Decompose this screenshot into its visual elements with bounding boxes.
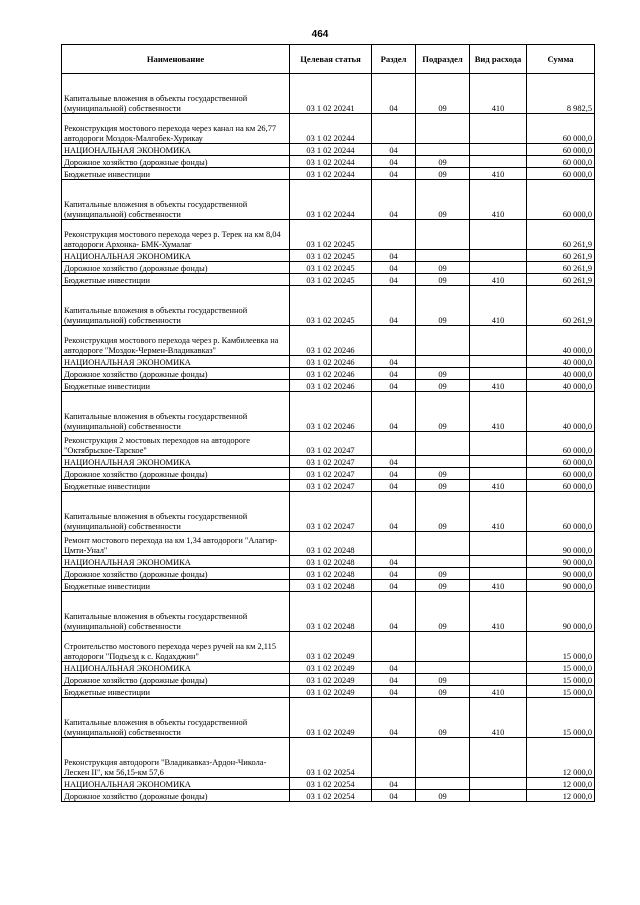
budget-table [61,44,595,802]
cell-name: НАЦИОНАЛЬНАЯ ЭКОНОМИКА [62,250,290,262]
cell-expense-type: 410 [470,380,527,392]
cell-name: Бюджетные инвестиции [62,580,290,592]
cell-section: 04 [372,168,416,180]
cell-section: 04 [372,778,416,790]
cell-amount: 12 000,0 [527,738,595,778]
cell-amount: 60 000,0 [527,156,595,168]
cell-target: 03 1 02 20246 [290,380,372,392]
cell-section: 04 [372,674,416,686]
cell-subsection [416,220,470,250]
cell-subsection: 09 [416,368,470,380]
cell-expense-type [470,532,527,556]
cell-subsection [416,662,470,674]
header-expense-type: Вид расхода [470,45,527,74]
cell-expense-type [470,368,527,380]
cell-target: 03 1 02 20249 [290,698,372,738]
cell-name: Дорожное хозяйство (дорожные фонды) [62,262,290,274]
cell-name: Дорожное хозяйство (дорожные фонды) [62,156,290,168]
cell-expense-type [470,114,527,144]
cell-section [372,738,416,778]
cell-name: НАЦИОНАЛЬНАЯ ЭКОНОМИКА [62,356,290,368]
cell-expense-type [470,250,527,262]
cell-amount: 60 000,0 [527,180,595,220]
cell-amount: 40 000,0 [527,368,595,380]
cell-target: 03 1 02 20247 [290,468,372,480]
cell-amount: 60 000,0 [527,468,595,480]
table-row [62,286,595,326]
cell-section: 04 [372,686,416,698]
cell-subsection [416,356,470,368]
cell-section: 04 [372,662,416,674]
table-row [62,220,595,250]
cell-subsection: 09 [416,286,470,326]
cell-subsection: 09 [416,790,470,802]
cell-subsection: 09 [416,168,470,180]
table-row [62,468,595,480]
cell-target: 03 1 02 20249 [290,632,372,662]
cell-section: 04 [372,368,416,380]
cell-amount: 40 000,0 [527,380,595,392]
cell-subsection [416,632,470,662]
table-row [62,532,595,556]
cell-section: 04 [372,456,416,468]
table-row [62,180,595,220]
cell-target: 03 1 02 20245 [290,250,372,262]
table-row [62,698,595,738]
cell-expense-type [470,220,527,250]
cell-amount: 40 000,0 [527,392,595,432]
cell-expense-type: 410 [470,592,527,632]
cell-expense-type [470,432,527,456]
cell-section: 04 [372,468,416,480]
cell-expense-type [470,662,527,674]
cell-subsection: 09 [416,274,470,286]
table-row [62,492,595,532]
cell-name: Бюджетные инвестиции [62,168,290,180]
cell-expense-type [470,156,527,168]
cell-target: 03 1 02 20248 [290,556,372,568]
cell-section: 04 [372,262,416,274]
cell-subsection: 09 [416,156,470,168]
cell-section: 04 [372,250,416,262]
table-row [62,156,595,168]
cell-expense-type [470,262,527,274]
cell-subsection: 09 [416,392,470,432]
cell-target: 03 1 02 20245 [290,220,372,250]
cell-name: Дорожное хозяйство (дорожные фонды) [62,568,290,580]
table-row [62,144,595,156]
cell-name: НАЦИОНАЛЬНАЯ ЭКОНОМИКА [62,456,290,468]
cell-amount: 90 000,0 [527,580,595,592]
cell-amount: 60 261,9 [527,262,595,274]
cell-amount: 40 000,0 [527,356,595,368]
cell-subsection [416,432,470,456]
cell-amount: 60 000,0 [527,480,595,492]
cell-expense-type: 410 [470,580,527,592]
cell-subsection: 09 [416,180,470,220]
cell-section: 04 [372,274,416,286]
cell-section: 04 [372,480,416,492]
cell-amount: 90 000,0 [527,556,595,568]
cell-target: 03 1 02 20245 [290,286,372,326]
cell-amount: 60 261,9 [527,250,595,262]
table-row [62,686,595,698]
table-row [62,592,595,632]
cell-name: Дорожное хозяйство (дорожные фонды) [62,790,290,802]
cell-subsection: 09 [416,674,470,686]
header-row [62,45,595,74]
table-row [62,480,595,492]
table-header [62,45,595,74]
cell-subsection: 09 [416,568,470,580]
header-target: Целевая статья [290,45,372,74]
cell-section: 04 [372,592,416,632]
cell-name: Реконструкция 2 мостовых переходов на автодороге "Октябрьское-Тарское" [62,432,290,456]
cell-expense-type [470,674,527,686]
cell-target: 03 1 02 20246 [290,326,372,356]
cell-target: 03 1 02 20247 [290,432,372,456]
cell-name: Бюджетные инвестиции [62,274,290,286]
table-row [62,662,595,674]
cell-target: 03 1 02 20244 [290,114,372,144]
cell-amount: 15 000,0 [527,674,595,686]
cell-target: 03 1 02 20244 [290,156,372,168]
cell-name: Реконструкция мостового перехода через канал на км 26,77 автодороги Моздок-Малгобек-Хурикау [62,114,290,144]
cell-section [372,114,416,144]
cell-section [372,532,416,556]
cell-subsection [416,738,470,778]
table-row [62,74,595,114]
table-row [62,556,595,568]
cell-section: 04 [372,156,416,168]
cell-expense-type: 410 [470,286,527,326]
cell-name: Капитальные вложения в объекты государственной (муниципальной) собственности [62,392,290,432]
cell-amount: 15 000,0 [527,686,595,698]
cell-target: 03 1 02 20248 [290,532,372,556]
cell-name: Дорожное хозяйство (дорожные фонды) [62,468,290,480]
cell-subsection: 09 [416,686,470,698]
cell-name: Дорожное хозяйство (дорожные фонды) [62,368,290,380]
cell-expense-type: 410 [470,392,527,432]
cell-subsection: 09 [416,74,470,114]
cell-target: 03 1 02 20249 [290,674,372,686]
cell-section: 04 [372,698,416,738]
cell-expense-type: 410 [470,168,527,180]
cell-expense-type: 410 [470,274,527,286]
cell-amount: 60 261,9 [527,274,595,286]
cell-subsection: 09 [416,698,470,738]
cell-subsection [416,456,470,468]
cell-expense-type [470,144,527,156]
table-row [62,632,595,662]
table-row [62,778,595,790]
table-row [62,456,595,468]
cell-subsection [416,144,470,156]
header-section: Раздел [372,45,416,74]
cell-name: Реконструкция мостового перехода через р. Камбилеевка на автодороге "Моздок-Чермен-Владикавказ" [62,326,290,356]
cell-amount: 15 000,0 [527,662,595,674]
cell-amount: 60 000,0 [527,456,595,468]
cell-section: 04 [372,790,416,802]
cell-section: 04 [372,492,416,532]
cell-target: 03 1 02 20241 [290,74,372,114]
cell-section: 04 [372,556,416,568]
cell-amount: 60 000,0 [527,168,595,180]
cell-target: 03 1 02 20247 [290,456,372,468]
cell-subsection: 09 [416,480,470,492]
cell-name: Строительство мостового перехода через ручей на км 2,115 автодороги "Подъезд к с. Кодахджин" [62,632,290,662]
cell-name: НАЦИОНАЛЬНАЯ ЭКОНОМИКА [62,662,290,674]
cell-target: 03 1 02 20254 [290,778,372,790]
page-number: 464 [311,29,329,40]
cell-section: 04 [372,286,416,326]
cell-subsection: 09 [416,380,470,392]
cell-subsection [416,326,470,356]
cell-expense-type [470,778,527,790]
cell-name: Капитальные вложения в объекты государственной (муниципальной) собственности [62,286,290,326]
table-row [62,432,595,456]
table-row [62,262,595,274]
cell-name: Бюджетные инвестиции [62,480,290,492]
cell-subsection: 09 [416,492,470,532]
cell-amount: 90 000,0 [527,568,595,580]
cell-section: 04 [372,356,416,368]
cell-target: 03 1 02 20248 [290,580,372,592]
cell-section: 04 [372,580,416,592]
cell-target: 03 1 02 20254 [290,790,372,802]
table-row [62,326,595,356]
cell-expense-type [470,568,527,580]
table-row [62,568,595,580]
table-row [62,790,595,802]
cell-expense-type [470,632,527,662]
cell-target: 03 1 02 20254 [290,738,372,778]
header-subsection: Подраздел [416,45,470,74]
cell-amount: 12 000,0 [527,790,595,802]
cell-expense-type [470,556,527,568]
table-row [62,674,595,686]
cell-amount: 15 000,0 [527,632,595,662]
header-name: Наименование [62,45,290,74]
cell-section: 04 [372,380,416,392]
cell-expense-type [470,790,527,802]
cell-target: 03 1 02 20245 [290,274,372,286]
cell-expense-type [470,738,527,778]
table-row [62,392,595,432]
table-row [62,168,595,180]
cell-subsection [416,556,470,568]
cell-amount: 90 000,0 [527,592,595,632]
cell-name: НАЦИОНАЛЬНАЯ ЭКОНОМИКА [62,144,290,156]
table-row [62,274,595,286]
cell-amount: 60 261,9 [527,286,595,326]
cell-target: 03 1 02 20249 [290,686,372,698]
cell-subsection [416,778,470,790]
table-row [62,580,595,592]
cell-name: НАЦИОНАЛЬНАЯ ЭКОНОМИКА [62,778,290,790]
cell-amount: 90 000,0 [527,532,595,556]
cell-target: 03 1 02 20244 [290,144,372,156]
cell-expense-type: 410 [470,492,527,532]
cell-name: Ремонт мостового перехода на км 1,34 автодороги "Алагир-Цмти-Унал" [62,532,290,556]
header-amount: Сумма [527,45,595,74]
cell-section [372,220,416,250]
cell-name: Реконструкция мостового перехода через р. Терек на км 8,04 автодороги Архонка- БМК-Хумалаг [62,220,290,250]
cell-name: Реконструкция автодороги "Владикавказ-Ардон-Чикола-Лескен II", км 56,15-км 57,6 [62,738,290,778]
cell-subsection: 09 [416,592,470,632]
cell-amount: 60 000,0 [527,144,595,156]
table-row [62,356,595,368]
cell-name: НАЦИОНАЛЬНАЯ ЭКОНОМИКА [62,556,290,568]
cell-target: 03 1 02 20248 [290,592,372,632]
cell-expense-type [470,468,527,480]
cell-name: Капитальные вложения в объекты государственной (муниципальной) собственности [62,492,290,532]
cell-section [372,632,416,662]
cell-section: 04 [372,568,416,580]
table-row [62,250,595,262]
cell-name: Бюджетные инвестиции [62,380,290,392]
cell-name: Капитальные вложения в объекты государственной (муниципальной) собственности [62,180,290,220]
cell-expense-type: 410 [470,686,527,698]
table-row [62,738,595,778]
cell-amount: 60 000,0 [527,114,595,144]
table-row [62,380,595,392]
cell-name: Капитальные вложения в объекты государственной (муниципальной) собственности [62,74,290,114]
cell-amount: 8 982,5 [527,74,595,114]
cell-section: 04 [372,180,416,220]
cell-target: 03 1 02 20247 [290,492,372,532]
cell-expense-type [470,456,527,468]
cell-target: 03 1 02 20244 [290,180,372,220]
table-row [62,368,595,380]
cell-target: 03 1 02 20248 [290,568,372,580]
cell-section [372,432,416,456]
cell-amount: 60 261,9 [527,220,595,250]
cell-target: 03 1 02 20249 [290,662,372,674]
cell-subsection [416,250,470,262]
cell-subsection: 09 [416,262,470,274]
cell-expense-type: 410 [470,74,527,114]
cell-target: 03 1 02 20246 [290,368,372,380]
cell-amount: 40 000,0 [527,326,595,356]
cell-section: 04 [372,74,416,114]
cell-expense-type: 410 [470,698,527,738]
cell-name: Капитальные вложения в объекты государственной (муниципальной) собственности [62,698,290,738]
cell-section [372,326,416,356]
cell-name: Капитальные вложения в объекты государственной (муниципальной) собственности [62,592,290,632]
cell-subsection [416,532,470,556]
cell-section: 04 [372,144,416,156]
cell-section: 04 [372,392,416,432]
cell-amount: 12 000,0 [527,778,595,790]
cell-target: 03 1 02 20244 [290,168,372,180]
cell-expense-type [470,356,527,368]
cell-expense-type: 410 [470,180,527,220]
cell-subsection: 09 [416,580,470,592]
cell-target: 03 1 02 20247 [290,480,372,492]
cell-expense-type [470,326,527,356]
cell-amount: 60 000,0 [527,432,595,456]
cell-subsection: 09 [416,468,470,480]
cell-target: 03 1 02 20246 [290,356,372,368]
cell-amount: 60 000,0 [527,492,595,532]
table-row [62,114,595,144]
table-body [62,74,595,802]
cell-subsection [416,114,470,144]
cell-target: 03 1 02 20246 [290,392,372,432]
cell-amount: 15 000,0 [527,698,595,738]
cell-name: Бюджетные инвестиции [62,686,290,698]
cell-target: 03 1 02 20245 [290,262,372,274]
cell-expense-type: 410 [470,480,527,492]
cell-name: Дорожное хозяйство (дорожные фонды) [62,674,290,686]
